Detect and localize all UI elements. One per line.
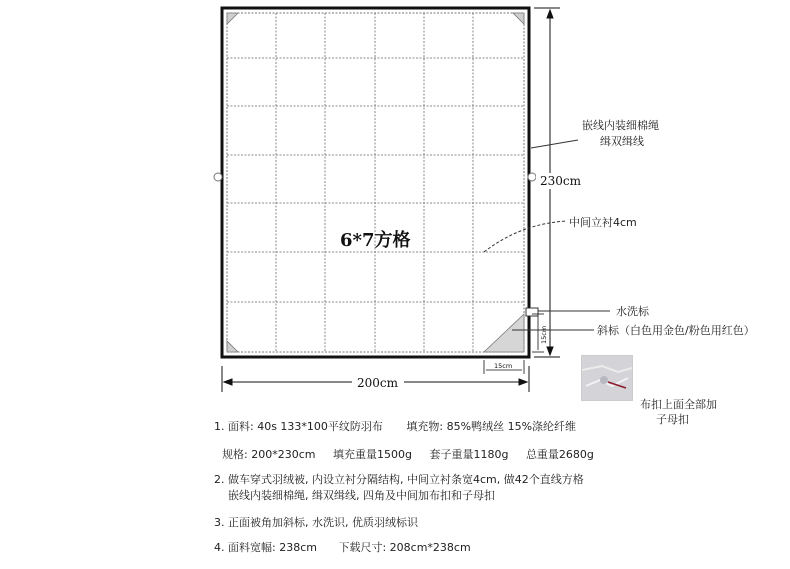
spec-filling: 填充物: 85%鸭绒丝 15%涤纶纤维: [406, 420, 577, 433]
photo-caption-line2: 子母扣: [656, 413, 689, 426]
corner-bottom-right-bias-label: [484, 314, 524, 352]
spec-fill-weight: 填充重量1500g: [332, 448, 412, 461]
spec-line-3: 2. 做车穿式羽绒被, 内设立衬分隔结构, 中间立衬条宽4cm, 做42个直线方格: [214, 473, 584, 486]
spec-cut-size: 下载尺寸: 208cm*238cm: [338, 541, 471, 554]
spec-cover-weight: 套子重量1180g: [429, 448, 509, 461]
spec-line-5: 3. 正面被角加斜标, 水洗识, 优质羽绒标识: [214, 516, 418, 529]
spec-size: 规格: 200*230cm: [222, 448, 316, 461]
annotation-wash-label: 水洗标: [616, 305, 649, 318]
annotation-piping: 嵌线内装细棉绳: [582, 119, 659, 132]
left-button: [214, 173, 222, 181]
photo-caption: [640, 397, 750, 427]
height-label: 230cm: [540, 174, 582, 188]
annotation-stitching: 缉双缉线: [600, 135, 644, 148]
grid-lines: [227, 13, 524, 352]
spec-fabric: 1. 面料: 40s 133*100平纹防羽布: [214, 420, 383, 433]
spec-line-6: [214, 539, 485, 555]
corner-width-label: 15cm: [494, 362, 513, 370]
annotation-middle-wall: 中间立衬4cm: [569, 216, 637, 229]
spec-total-weight: 总重量2680g: [525, 448, 594, 461]
corner-bottom-left: [227, 341, 238, 352]
corner-height-label: 15cm: [540, 325, 548, 344]
spec-line-2: [222, 446, 608, 462]
spec-line-4: 嵌线内装细棉绳, 缉双缉线, 四角及中间加布扣和子母扣: [228, 489, 495, 502]
annotation-bias-label: 斜标（白色用金色/粉色用红色）: [597, 324, 755, 337]
grid-label: 6*7方格: [340, 230, 411, 251]
right-button: [528, 173, 536, 181]
wash-label-box: [526, 308, 538, 316]
spec-fabric-width: 4. 面料宽幅: 238cm: [214, 541, 317, 554]
width-label: 200cm: [357, 376, 399, 390]
snap-button-photo: [581, 355, 633, 401]
spec-line-1: [214, 418, 590, 434]
corner-top-right: [513, 13, 524, 24]
corner-top-left: [227, 13, 238, 24]
photo-caption-line1: 布扣上面全部加: [640, 398, 717, 411]
